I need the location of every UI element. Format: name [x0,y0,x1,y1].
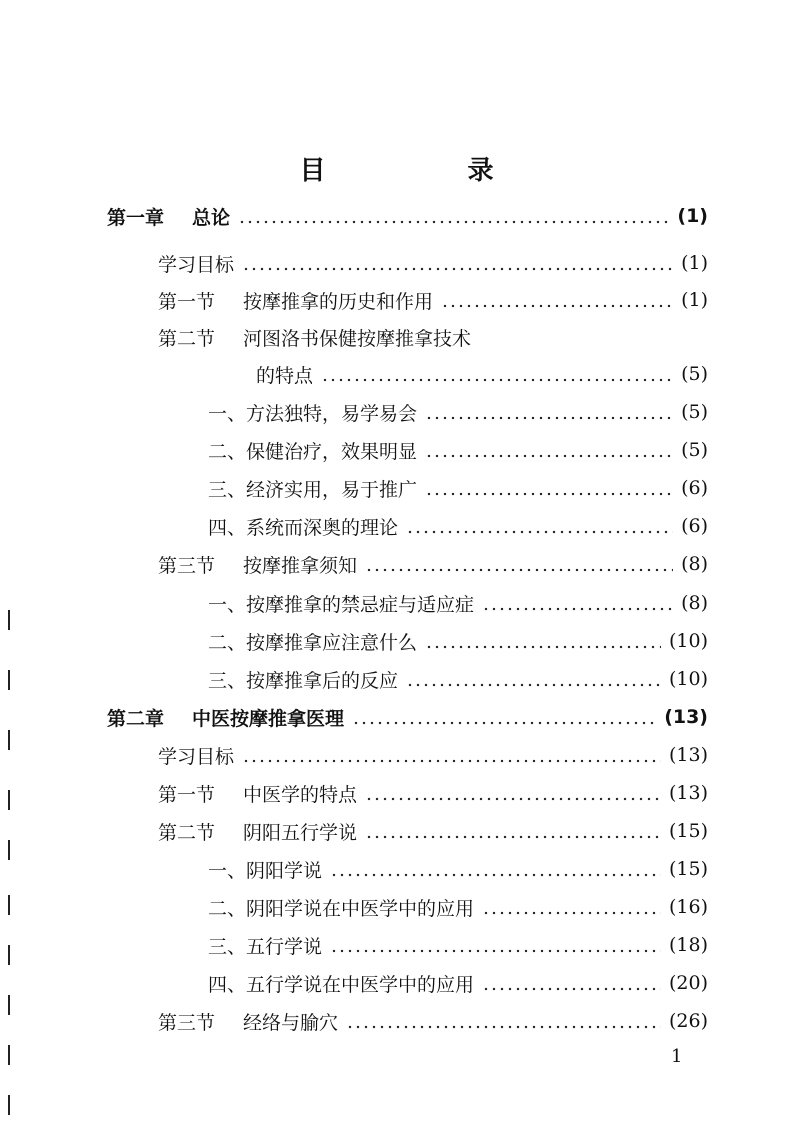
toc-entry-subitem[interactable] [208,664,708,694]
chapter-title: 中医按摩推拿医理 [192,707,345,730]
dot-leader [425,401,673,423]
section-title: 经络与腧穴 [243,1011,339,1034]
dot-leader [330,934,661,956]
toc-entry[interactable] [158,740,708,770]
section-label: 第三节 [158,1011,216,1034]
entry-title: 二、阴阳学说在中医学中的应用 [208,897,475,920]
toc-entry-subitem[interactable] [208,626,708,656]
entry-title: 四、系统而深奥的理论 [208,516,399,539]
dot-leader [365,820,661,842]
dot-leader [406,668,661,690]
section-title: 按摩推拿的历史和作用 [243,290,434,313]
scan-edge-mark [8,995,10,1015]
section-label: 第二节 [158,327,216,350]
section-title: 按摩推拿须知 [243,554,358,577]
section-label: 第一节 [158,783,216,806]
toc-entry-subitem[interactable] [208,892,708,922]
page-ref: (5) [681,401,708,423]
toc-entry-chapter[interactable] [107,201,708,231]
dot-leader [330,858,661,880]
entry-title: 一、方法独特，易学易会 [208,402,418,425]
page-ref: (1) [681,252,708,274]
toc-entry-section[interactable] [158,778,708,808]
entry-title: 二、保健治疗，效果明显 [208,440,418,463]
chapter-title: 总论 [192,206,231,229]
scan-edge-mark [8,840,10,860]
entry-title: 三、经济实用，易于推广 [208,478,418,501]
entry-title: 二、按摩推拿应注意什么 [208,631,418,654]
entry-title: 四、五行学说在中医学中的应用 [208,973,475,996]
dot-leader [425,630,661,652]
dot-leader [425,439,673,461]
dot-leader [242,744,661,766]
page-ref: (5) [681,363,708,385]
scan-edge-mark [8,790,10,810]
entry-title: 一、阴阳学说 [208,859,323,882]
section-label: 第三节 [158,554,216,577]
toc-entry[interactable] [158,248,708,278]
scan-edge-mark [8,610,10,630]
dot-leader [482,896,661,918]
dot-leader [482,592,673,614]
page-ref: (1) [681,289,708,311]
page-number: 1 [671,1046,683,1067]
entry-title: 学习目标 [158,253,235,276]
toc-entry-subitem[interactable] [208,930,708,960]
toc-entry-subitem[interactable] [208,473,708,503]
toc-entry-section[interactable] [158,322,708,352]
toc-entry-subitem[interactable] [208,968,708,998]
toc-entry-subitem[interactable] [208,435,708,465]
dot-leader [352,706,656,728]
dot-leader [365,782,661,804]
scan-edge-mark [8,945,10,965]
section-label: 第二节 [158,821,216,844]
entry-title: 三、按摩推拿后的反应 [208,669,399,692]
scan-edge-mark [8,1095,10,1115]
entry-title: 一、按摩推拿的禁忌症与适应症 [208,593,475,616]
page-ref: (13) [668,782,708,804]
page-ref: (10) [668,668,708,690]
section-label: 第一节 [158,290,216,313]
toc-entry-section[interactable] [158,549,708,579]
section-title: 河图洛书保健按摩推拿技术 [243,327,472,350]
page-ref: (6) [681,515,708,537]
section-title: 阴阳五行学说 [243,821,358,844]
page-ref: (20) [668,972,708,994]
dot-leader [346,1010,661,1032]
toc-entry-subitem[interactable] [208,397,708,427]
page-ref: (15) [668,858,708,880]
scan-edge-mark [8,895,10,915]
dot-leader [242,252,673,274]
toc-entry-subitem[interactable] [208,511,708,541]
toc-entry-subitem[interactable] [208,854,708,884]
dot-leader [425,477,673,499]
dot-leader [238,205,669,227]
page-ref: (16) [668,896,708,918]
toc-entry-continued[interactable] [256,359,708,389]
page-ref: (6) [681,477,708,499]
page-ref: (13) [664,706,708,728]
toc-entry-section[interactable] [158,285,708,315]
toc-entry-subitem[interactable] [208,588,708,618]
page-ref: (26) [668,1010,708,1032]
page-ref: (13) [668,744,708,766]
dot-leader [406,515,673,537]
page-ref: (15) [668,820,708,842]
scan-edge-mark [8,670,10,690]
toc-entry-section[interactable] [158,816,708,846]
page-ref: (18) [668,934,708,956]
page-ref: (8) [681,553,708,575]
entry-title: 三、五行学说 [208,935,323,958]
toc-entry-section[interactable] [158,1006,708,1036]
dot-leader [321,363,673,385]
entry-title: 的特点 [256,364,314,387]
dot-leader [365,553,673,575]
page-ref: (8) [681,592,708,614]
scan-edge-mark [8,1045,10,1065]
dot-leader [441,289,673,311]
dot-leader [482,972,661,994]
page-ref: (1) [677,205,708,227]
entry-title: 学习目标 [158,745,235,768]
page-ref: (5) [681,439,708,461]
scan-edge-mark [8,730,10,750]
section-title: 中医学的特点 [243,783,358,806]
chapter-label: 第二章 [107,707,165,730]
chapter-label: 第一章 [107,206,165,229]
toc-entry-chapter[interactable] [107,702,708,732]
page-title: 目 录 [299,156,552,186]
page-ref: (10) [668,630,708,652]
